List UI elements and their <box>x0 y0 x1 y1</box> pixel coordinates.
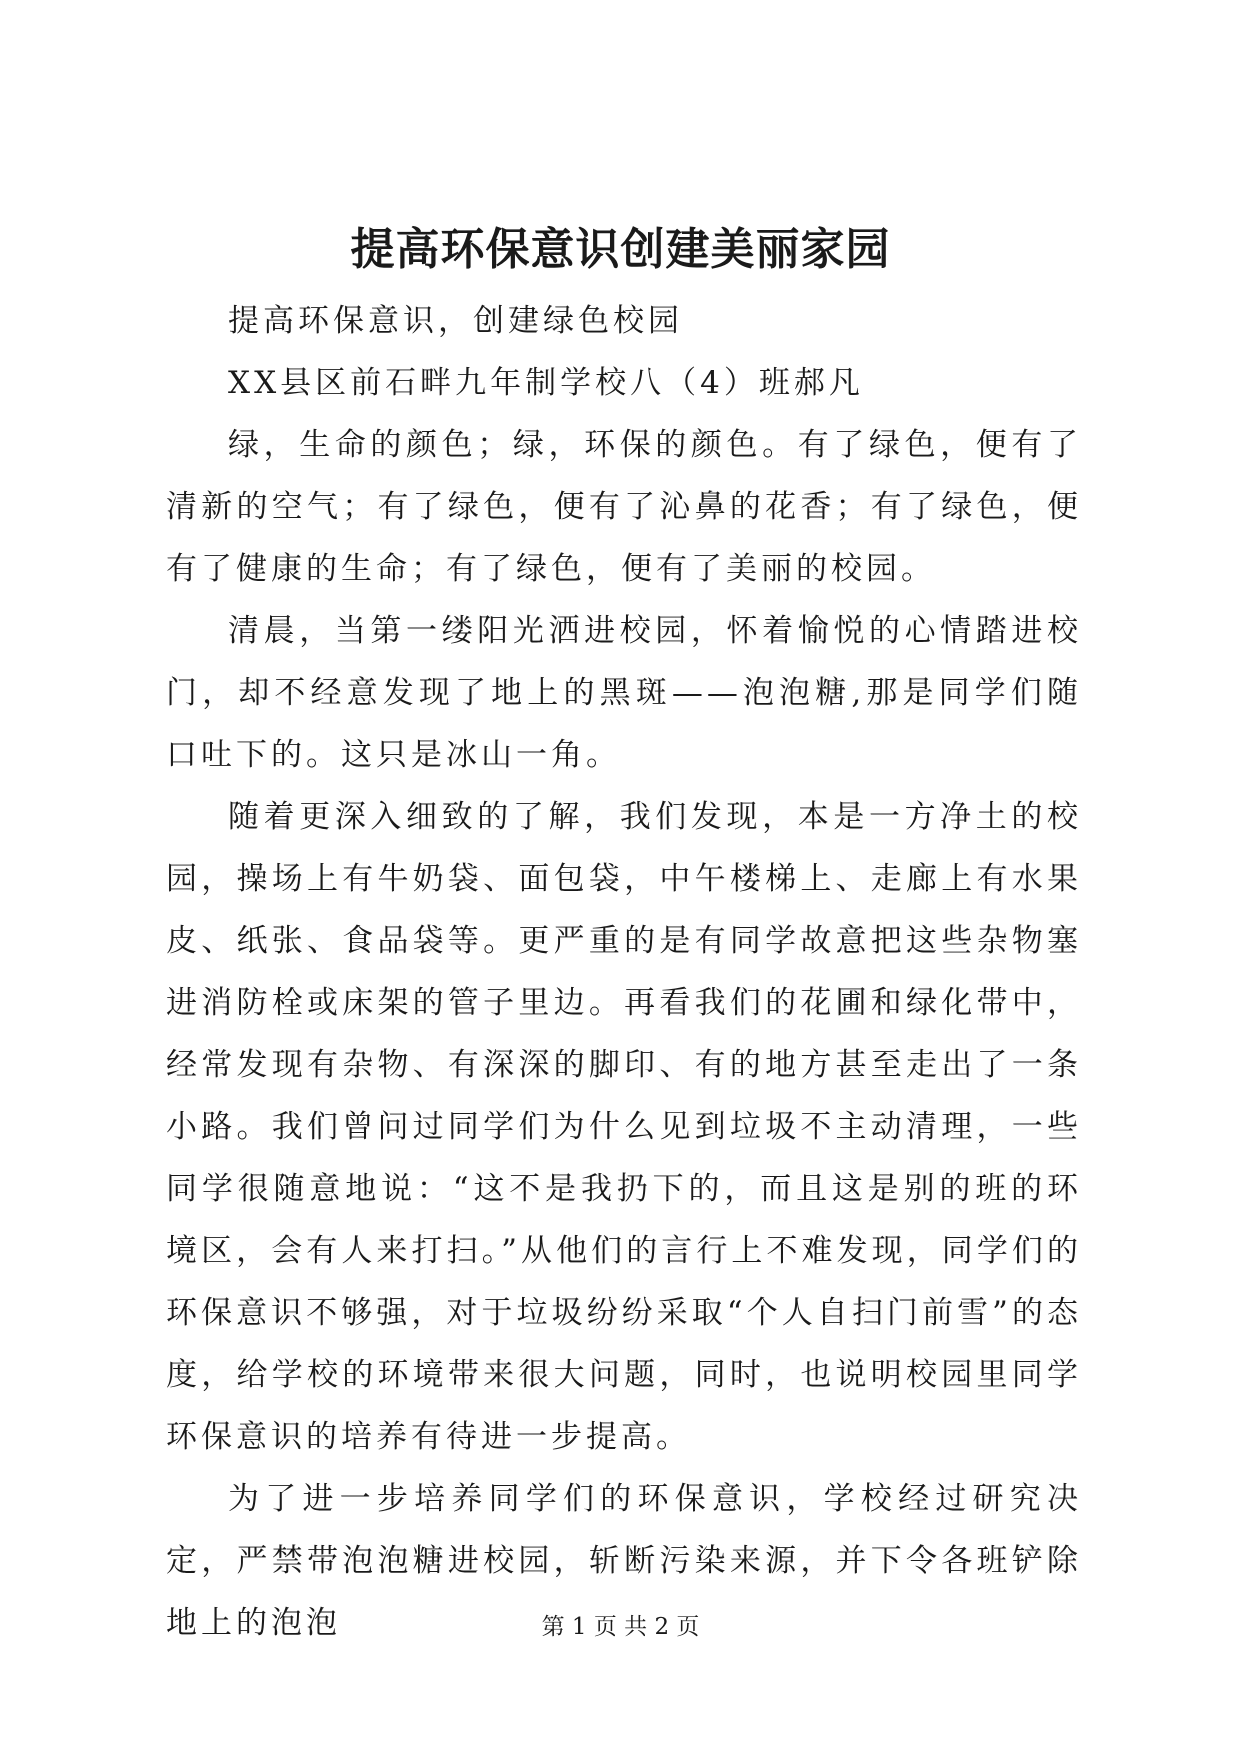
body-paragraph: 绿，生命的颜色；绿，环保的颜色。有了绿色，便有了清新的空气；有了绿色，便有了沁鼻的花香；有了绿色，便有了健康的生命；有了绿色，便有了美丽的校园。 <box>166 427 1082 587</box>
body-paragraph: 清晨，当第一缕阳光洒进校园，怀着愉悦的心情踏进校门，却不经意发现了地上的黑斑——泡泡糖,那是同学们随口吐下的。这只是冰山一角。 <box>166 613 1082 773</box>
page-footer: 第 1 页 共 2 页 <box>541 1614 700 1640</box>
document-body <box>166 290 1082 1654</box>
body-paragraph: 为了进一步培养同学们的环保意识，学校经过研究决定，严禁带泡泡糖进校园，斩断污染来源，并下令各班铲除地上的泡泡 <box>166 1481 1082 1641</box>
subtitle-paragraph: 提高环保意识，创建绿色校园 <box>228 303 683 339</box>
author-line: XX县区前石畔九年制学校八（4）班郝凡 <box>228 365 864 401</box>
document-title: 提高环保意识创建美丽家园 <box>350 224 891 275</box>
body-paragraph: 随着更深入细致的了解，我们发现，本是一方净土的校园，操场上有牛奶袋、面包袋，中午楼梯上、走廊上有水果皮、纸张、食品袋等。更严重的是有同学故意把这些杂物塞进消防栓或床架的管子里边。再看我们的花圃和绿化带中，经常发现有杂物、有深深的脚印、有的地方甚至走出了一条小路。我们曾问过同学们为什么见到垃圾不主动清理，一些同学很随意地说：“这不是我扔下的，而且这是别的班的环境区，会有人来打扫。”从他们的言行上不难发现，同学们的环保意识不够强，对于垃圾纷纷采取“个人自扫门前雪”的态度，给学校的环境带来很大问题，同时，也说明校园里同学环保意识的培养有待进一步提高。 <box>166 799 1082 1455</box>
